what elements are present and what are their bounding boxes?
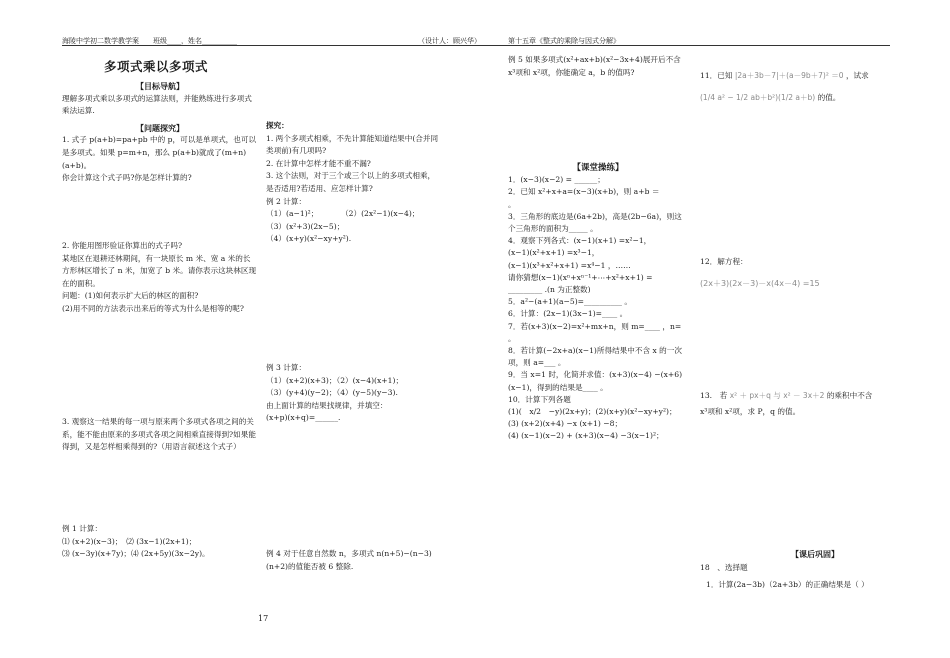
header-chapter: 第十五章《整式的乘除与因式分解》 bbox=[508, 37, 620, 45]
ex3-line-1: （1）(x+2)(x+3)；（2）(x−4)(x+1)； bbox=[266, 375, 404, 385]
q13-line-2: x³项和 x²项，求 P，q 的值。 bbox=[700, 407, 801, 416]
ex2-line-3: （4）(x+y)(x²−xy+y²). bbox=[266, 234, 352, 244]
ex5-text: 例 5 如果多项式(x²+ax+b)(x²−3x+4)展开后不含 x³项和 x²项，你能确定 a，b 的值吗? bbox=[508, 55, 681, 77]
explore-block bbox=[266, 120, 442, 246]
column-1 bbox=[62, 80, 258, 185]
q13-formula-1: x² ＋ px＋q bbox=[729, 391, 771, 400]
ex3-line-3: 由上面计算的结果找规律，并填空： bbox=[266, 400, 388, 410]
inquiry-heading: 【问题探究】 bbox=[136, 122, 184, 133]
practice-7: 7．若(x+3)(x−2)=x²+mx+n，则 m=____ ，n= bbox=[508, 321, 682, 331]
ex4-text: 例 4 对于任意自然数 n，多项式 n(n+5)−(n−3)(n+2)的值能否被 6 整除. bbox=[266, 549, 432, 571]
q13-block bbox=[700, 388, 890, 420]
explore-2: 2. 在计算中怎样才能不重不漏? bbox=[266, 158, 371, 168]
practice-1: 1．(x−3)(x−2) = ______； bbox=[508, 175, 605, 185]
ex2-line-1: （1）(a−1)²； （2）(2x²−1)(x−4)； bbox=[266, 209, 420, 219]
q3-text: 3. 观察这一结果的每一项与原来两个多项式各项之间的关系，能不能由原来的多项式各项之间相乘直接得到?如果能得到，又是怎样相乘得到的?（用语言叙述这个式子） bbox=[62, 417, 256, 452]
practice-10-4: (4) (x−1)(x−2) + (x+3)(x−4) −3(x−1)²； bbox=[508, 431, 664, 441]
q12-block bbox=[700, 254, 890, 292]
review-heading: 【课后巩固】 bbox=[791, 549, 839, 559]
practice-heading: 【课堂操练】 bbox=[572, 163, 624, 173]
q12-formula: (2x＋3)(2x－3)－x(4x－4) =15 bbox=[700, 279, 820, 288]
practice-4d: 请你猜想(x−1)(xⁿ+xⁿ⁻¹+⋯+x²+x+1) = bbox=[508, 272, 653, 282]
practice-5: 5．a²−(a+1)(a−5)=__________ 。 bbox=[508, 297, 632, 307]
practice-3: 3．三角形的底边是(6a+2b)，高是(2b−6a)，则这个三角形的面积为_____ 。 bbox=[508, 211, 682, 234]
q2-question-2: (2)用不同的方法表示出来后的等式为什么是相等的呢? bbox=[62, 303, 244, 313]
ex1-line-2: ⑶ (x−3y)(x+7y)；⑷ (2x+5y)(3x−2y)。 bbox=[62, 549, 210, 559]
practice-9: 9．当 x=1 时，化简并求值：(x+3)(x−4) −(x+6)(x−1)，得到的结果是____ 。 bbox=[508, 370, 683, 392]
q3-block bbox=[62, 416, 258, 454]
example-1 bbox=[62, 523, 258, 561]
q2-title: 2. 你能用图形验证你算出的式子吗? bbox=[62, 241, 183, 250]
q12-prefix: 12．解方程： bbox=[700, 257, 748, 266]
explore-heading: 探究： bbox=[266, 121, 289, 130]
goal-text: 理解多项式乘以多项式的运算法则，并能熟练进行多项式乘法运算. bbox=[62, 93, 252, 116]
example-5 bbox=[508, 54, 688, 79]
q18-heading: 18 、选择题 bbox=[700, 563, 748, 572]
practice-6: 6．计算：(2x−1)(3x−1)=____ 。 bbox=[508, 309, 628, 319]
ex1-title: 例 1 计算： bbox=[62, 524, 103, 533]
ex3-line-2: （3）(y+4)(y−2)；（4）(y−5)(y−3). bbox=[266, 388, 398, 398]
practice-4: 4．观察下列各式：(x−1)(x+1) =x²−1， bbox=[508, 236, 652, 246]
header-designer: （设计人：顾兴华） bbox=[418, 37, 481, 45]
q1-text: 1. 式子 p(a+b)=pa+pb 中的 p，可以是单项式，也可以是多项式。如果 p=m+n，那么 p(a+b)就成了(m+n)(a+b)。 bbox=[62, 135, 257, 170]
practice-8: 8．若计算(−2x+a)(x−1)所得结果中不含 x 的一次项，则 a=___ 。 bbox=[508, 346, 682, 368]
q2-question-1: 问题：(1)如何表示扩大后的林区的面积? bbox=[62, 291, 199, 301]
practice-4b: (x−1)(x²+x+1) =x³−1， bbox=[508, 248, 600, 258]
ex3-title: 例 3 计算： bbox=[266, 363, 307, 372]
q18-item-1: 1．计算(2a−3b)（2a+3b）的正确结果是（ ） bbox=[706, 580, 869, 589]
review-block bbox=[700, 548, 890, 591]
q11-prefix: 11．已知 bbox=[700, 71, 733, 80]
q11-formula: |2a＋3b－7|＋(a－9b＋7)² ＝0 bbox=[734, 71, 844, 80]
q1-question: 你会计算这个式子吗?你是怎样计算的? bbox=[62, 173, 192, 183]
goal-heading: 【目标导航】 bbox=[136, 81, 184, 91]
q11-block bbox=[700, 68, 890, 106]
q2-block bbox=[62, 240, 258, 316]
explore-3: 3. 这个法则，对于三个或三个以上的多项式相乘，是否适用?若适用、应怎样计算? bbox=[266, 171, 436, 193]
practice-2: 2．已知 x²+x+a=(x−3)(x+b)，则 a+b ＝ bbox=[508, 187, 660, 197]
q13-suffix: 的乘积中不含 bbox=[826, 391, 873, 400]
page-number: 17 bbox=[258, 614, 269, 623]
q11-suffix: ，试求 bbox=[845, 71, 869, 80]
practice-10: 10．计算下列各题 bbox=[508, 394, 571, 404]
q11-formula-2: (1/4 a² − 1/2 ab＋b²)(1/2 a＋b) bbox=[700, 93, 816, 102]
header-rule bbox=[62, 45, 890, 46]
practice-10-1: (1)( x/2 −y)(2x+y)；(2)(x+y)(x²−xy+y²)； bbox=[508, 407, 677, 417]
practice-7-tail: 。 bbox=[508, 333, 516, 343]
practice-10-3: (3) (x+2)(x+4) −x (x+1) −8； bbox=[508, 419, 623, 429]
example-3 bbox=[266, 362, 442, 425]
q13-with: 与 bbox=[773, 391, 781, 400]
ex3-line-4: (x+p)(x+q)=______. bbox=[266, 413, 341, 423]
page-title: 多项式乘以多项式 bbox=[104, 59, 209, 74]
ex1-line-1: ⑴ (x+2)(x−3)； ⑵ (3x−1)(2x+1)； bbox=[62, 536, 197, 546]
practice-4e: _________ .(n 为正整数) bbox=[508, 285, 591, 295]
practice-2-tail: 。 bbox=[508, 199, 516, 209]
ex2-line-2: （3）(x²+3)(2x−5)； bbox=[266, 221, 345, 231]
q13-formula-2: x² － 3x＋2 bbox=[783, 391, 825, 400]
practice-4c: (x−1)(x³+x²+x+1) =x⁴−1 ，…… bbox=[508, 260, 631, 270]
practice-block bbox=[508, 162, 688, 443]
q11-end: 的值。 bbox=[817, 93, 841, 102]
ex2-title: 例 2 计算： bbox=[266, 196, 307, 206]
example-4 bbox=[266, 548, 442, 573]
header-school-class: 海陵中学初二数学教学案 班级____，姓名__________ bbox=[62, 37, 237, 45]
q2-text: 某地区在退耕还林期间，有一块原长 m 米、宽 a 米的长方形林区增长了 n 米，加宽了 b 米。请你表示这块林区现在的面积。 bbox=[62, 253, 257, 288]
q13-prefix: 13. 若 bbox=[700, 391, 728, 400]
explore-1: 1. 两个多项式相乘，不先计算能知道结果中(合并同类项前)有几项吗? bbox=[266, 133, 439, 156]
